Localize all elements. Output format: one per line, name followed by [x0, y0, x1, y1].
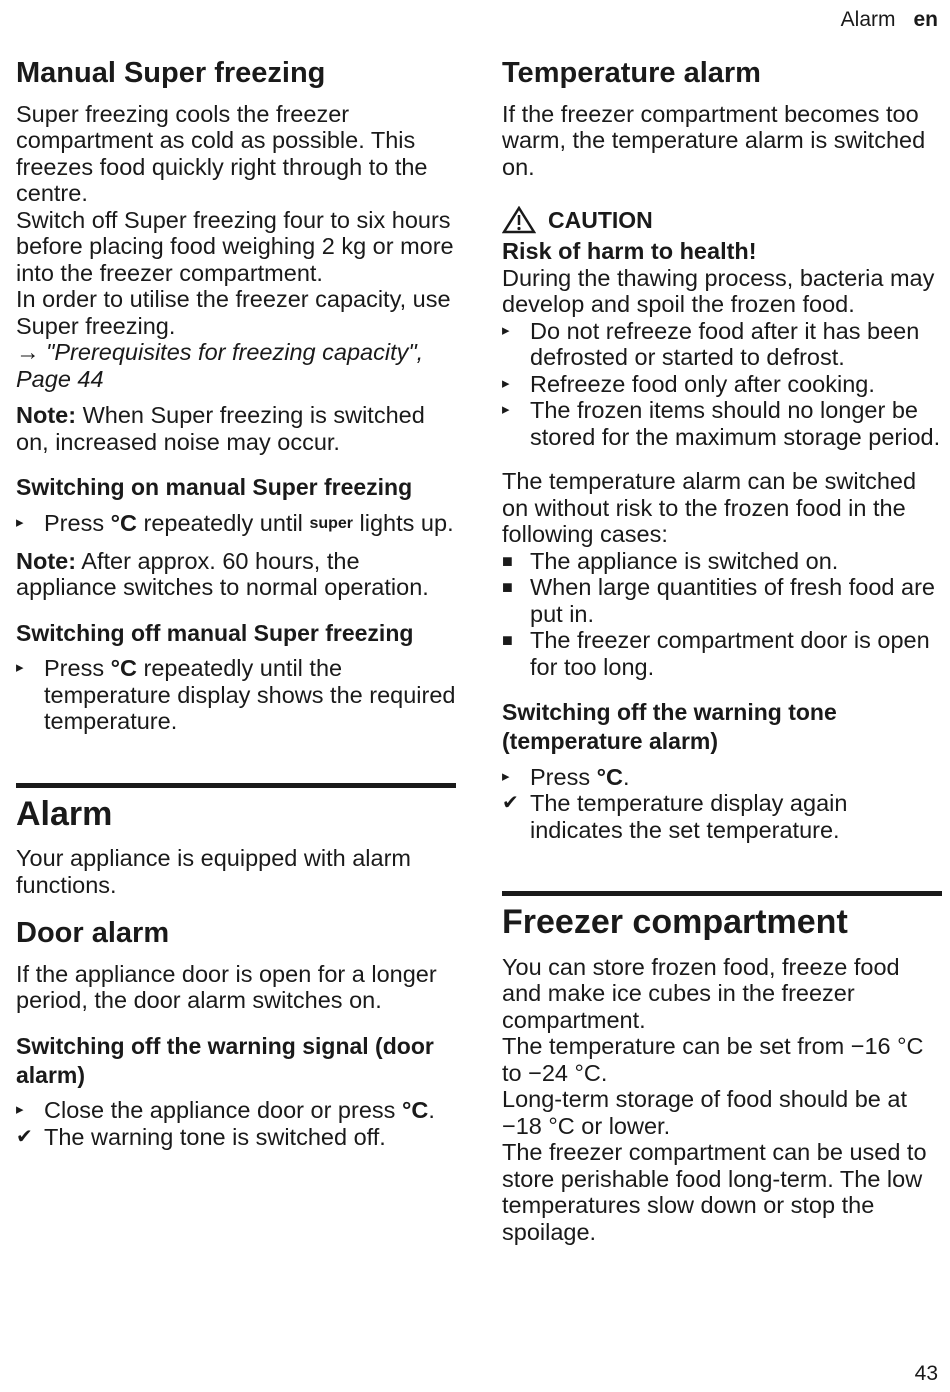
section-divider [16, 783, 456, 788]
cross-reference [16, 339, 456, 392]
caution-item: ▸ Do not refreeze food after it has been defrosted or started to defrost. [502, 317, 920, 371]
square-bullet-icon: ■ [502, 550, 513, 571]
right-column [502, 56, 942, 1245]
switch-off-title: Switching off manual Super freezing [16, 619, 414, 646]
freezer-p3: Long-term storage of food should be at −18 °C or lower. [502, 1086, 907, 1139]
caution-heading: Risk of harm to health! [502, 238, 757, 265]
section-divider [502, 891, 942, 896]
note-label: Note: [16, 547, 77, 574]
cases-intro: The temperature alarm can be switched on without risk to the frozen food in the following cases: [502, 468, 917, 548]
triangle-bullet-icon: ▸ [502, 374, 510, 392]
switch-on-step: ▸ Press °C repeatedly until super lights up. [16, 510, 454, 537]
freezer-p2: The temperature can be set from −16 °C to −24 °C. [502, 1033, 924, 1086]
freezer-compartment-title: Freezer compartment [502, 903, 848, 942]
case-item: ■ The appliance is switched on. [502, 547, 839, 574]
temperature-alarm-title: Temperature alarm [502, 57, 761, 89]
cross-reference-link[interactable]: "Prerequisites for freezing capacity", Page 44 [16, 339, 424, 392]
super-freezing-p2: Switch off Super freezing four to six hours before placing food weighing 2 kg or more into the freezer compartment. [16, 206, 454, 286]
note-label: Note: [16, 402, 77, 429]
degree-celsius-icon: °C [401, 1097, 429, 1124]
super-freezing-note [16, 402, 456, 455]
super-freezing-title: Manual Super freezing [16, 57, 326, 89]
warning-tone-step: ▸ Press °C. [502, 763, 630, 790]
left-column [16, 56, 456, 1150]
triangle-bullet-icon: ▸ [502, 401, 510, 419]
header-section: Alarm [840, 8, 896, 31]
header-language: en [913, 8, 938, 31]
warning-tone-title: Switching off the warning tone (temperature alarm) [502, 699, 837, 755]
warning-tone-result: ✔ The temperature display again indicates the set temperature. [502, 790, 848, 843]
running-header [841, 8, 938, 32]
super-symbol-icon: super [309, 515, 354, 533]
switch-on-note [16, 548, 456, 601]
caution-item: ▸ Refreeze food only after cooking. [502, 370, 875, 397]
degree-celsius-icon: °C [596, 763, 623, 790]
triangle-bullet-icon: ▸ [502, 767, 510, 785]
caution-text: During the thawing process, bacteria may develop and spoil the frozen food. [502, 264, 935, 318]
door-alarm-text: If the appliance door is open for a longer period, the door alarm switches on. [16, 960, 437, 1014]
warning-signal-step: ▸ Close the appliance door or press °C. [16, 1097, 435, 1124]
switch-off-step: ▸ Press °C repeatedly until the temperature display shows the required temperature. [16, 655, 456, 735]
arrow-icon: → [16, 339, 40, 366]
temperature-alarm-text: If the freezer compartment becomes too warm, the temperature alarm is switched on. [502, 100, 926, 180]
triangle-bullet-icon: ▸ [16, 659, 24, 677]
warning-triangle-icon [502, 206, 536, 234]
degree-celsius-icon: °C [110, 655, 137, 682]
alarm-title: Alarm [16, 794, 113, 833]
note-text: After approx. 60 hours, the appliance switches to normal operation. [16, 547, 429, 601]
super-freezing-p1: Super freezing cools the freezer compartment as cold as possible. This freezes food quickly right through to the centre. [16, 100, 428, 207]
warning-signal-title: Switching off the warning signal (door alarm) [16, 1032, 434, 1088]
freezer-p4: The freezer compartment can be used to store perishable food long-term. The low temperatures slow down or stop the spoilage. [502, 1139, 927, 1245]
alarm-text: Your appliance is equipped with alarm functions. [16, 845, 411, 898]
caution-label: CAUTION [548, 206, 653, 233]
triangle-bullet-icon: ▸ [16, 1101, 24, 1119]
degree-celsius-icon: °C [110, 510, 137, 537]
switch-on-title: Switching on manual Super freezing [16, 474, 413, 501]
page-number: 43 [914, 1362, 938, 1385]
case-item: ■ When large quantities of fresh food are put in. [502, 574, 935, 627]
checkmark-icon: ✔ [502, 792, 519, 815]
checkmark-icon: ✔ [16, 1125, 33, 1148]
case-item: ■ The freezer compartment door is open for too long. [502, 627, 930, 680]
door-alarm-title: Door alarm [16, 917, 170, 950]
caution-header [502, 206, 942, 234]
note-text: When Super freezing is switched on, increased noise may occur. [16, 402, 425, 455]
freezer-p1: You can store frozen food, freeze food and make ice cubes in the freezer compartment. [502, 953, 900, 1033]
warning-signal-result: ✔ The warning tone is switched off. [16, 1123, 386, 1150]
caution-item: ▸ The frozen items should no longer be stored for the maximum storage period. [502, 397, 941, 450]
triangle-bullet-icon: ▸ [502, 321, 510, 339]
square-bullet-icon: ■ [502, 630, 513, 651]
triangle-bullet-icon: ▸ [16, 514, 24, 532]
super-freezing-p3: In order to utilise the freezer capacity, use Super freezing. [16, 286, 451, 339]
square-bullet-icon: ■ [502, 577, 513, 598]
